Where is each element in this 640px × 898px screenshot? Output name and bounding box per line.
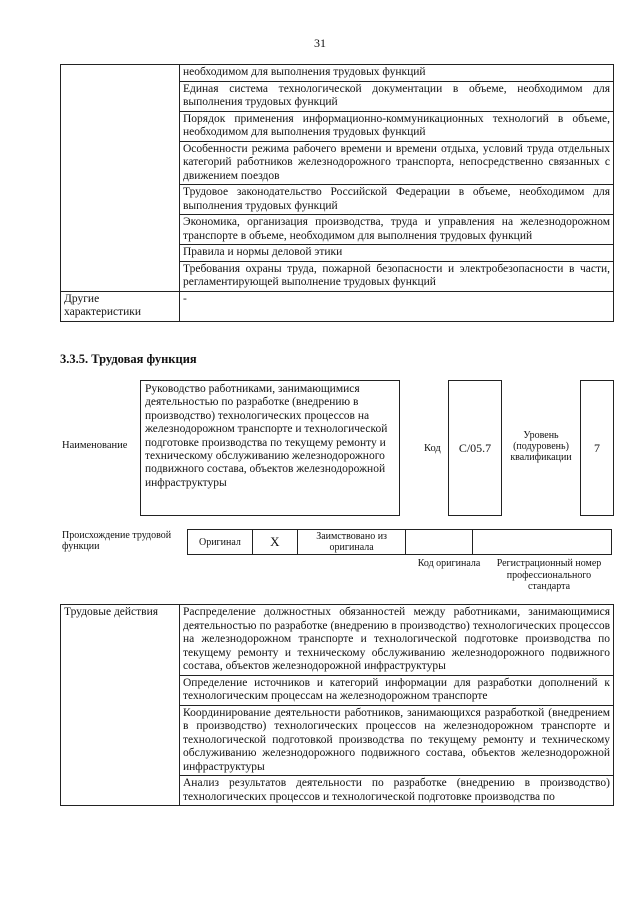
name-value: Руководство работниками, занимающимися деятельностью по разработке (внедрению в производство) технологических процессов на железнодорожном транспорте и технологической подготовке производства по текущему ремонту и техническому обслуживанию железнодорожного подвижного состава, объектов железнодорожной инфраструктуры xyxy=(145,383,388,489)
original-mark: X xyxy=(252,529,298,555)
action-item: Определение источников и категорий информации для разработки дополнений к технологическим процессам на железнодорожном транспорте xyxy=(180,675,614,705)
borrowed-cell: Заимствовано из оригинала xyxy=(297,529,407,555)
action-item: Координирование деятельности работников, занимающихся разработкой (внедрением в производство) технологических процессов на железнодорожном транспорте и технологической подготовкой производства по текущему ремонту и техническому обслуживанию железнодорожного подвижного состава, объектов железнодорожной инфраструктуры xyxy=(180,705,614,776)
code-label: Код xyxy=(424,443,441,454)
knowledge-item: Правила и нормы деловой этики xyxy=(180,245,614,262)
name-box xyxy=(140,380,400,516)
origin-label: Происхождение трудовой функции xyxy=(62,530,172,552)
other-characteristics-label: Другие характеристики xyxy=(61,291,180,321)
original-code-cell xyxy=(405,529,473,555)
qualification-level-label: Уровень (подуровень) квалификации xyxy=(510,430,572,463)
action-item: Анализ результатов деятельности по разработке (внедрению в производство) технологических процессов и технологической подготовке производства по xyxy=(180,776,614,806)
qualification-level-value: 7 xyxy=(580,380,614,516)
knowledge-item: Особенности режима рабочего времени и времени отдыха, условий труда отдельных категорий работников железнодорожного транспорта, непосредственно связанных с движением поездов xyxy=(180,141,614,185)
action-item: Распределение должностных обязанностей между работниками, занимающимися деятельностью по разработке (внедрению в производство) технологических процессов на железнодорожном транспорте и технологической подготовке производства по текущему ремонту и техническому обслуживанию железнодорожного подвижного состава, объектов железнодорожной инфраструктуры xyxy=(180,605,614,676)
actions-label: Трудовые действия xyxy=(61,605,180,806)
name-label: Наименование xyxy=(62,440,128,451)
section-title: 3.3.5. Трудовая функция xyxy=(60,352,197,366)
knowledge-label-cell xyxy=(61,65,180,292)
knowledge-item: Экономика, организация производства, труда и управления на железнодорожном транспорте в объеме, необходимом для выполнения трудовых функций xyxy=(180,215,614,245)
requirements-table xyxy=(60,64,614,322)
origin-row xyxy=(188,529,612,555)
original-cell: Оригинал xyxy=(187,529,253,555)
knowledge-item: необходимом для выполнения трудовых функций xyxy=(180,65,614,82)
knowledge-item: Трудовое законодательство Российской Федерации в объеме, необходимом для выполнения трудовых функций xyxy=(180,185,614,215)
actions-table xyxy=(60,604,614,806)
registration-number-cell xyxy=(472,529,612,555)
knowledge-item: Порядок применения информационно-коммуникационных технологий в объеме, необходимом для выполнения трудовых функций xyxy=(180,111,614,141)
page-number: 31 xyxy=(314,36,326,50)
knowledge-item: Требования охраны труда, пожарной безопасности и электробезопасности в части, регламентирующей выполнение трудовых функций xyxy=(180,261,614,291)
original-code-caption: Код оригинала xyxy=(417,558,481,569)
other-characteristics-value: - xyxy=(180,291,614,321)
registration-number-caption: Регистрационный номер профессионального стандарта xyxy=(496,558,602,592)
code-value: C/05.7 xyxy=(448,380,502,516)
knowledge-item: Единая система технологической документации в объеме, необходимом для выполнения трудовых функций xyxy=(180,81,614,111)
